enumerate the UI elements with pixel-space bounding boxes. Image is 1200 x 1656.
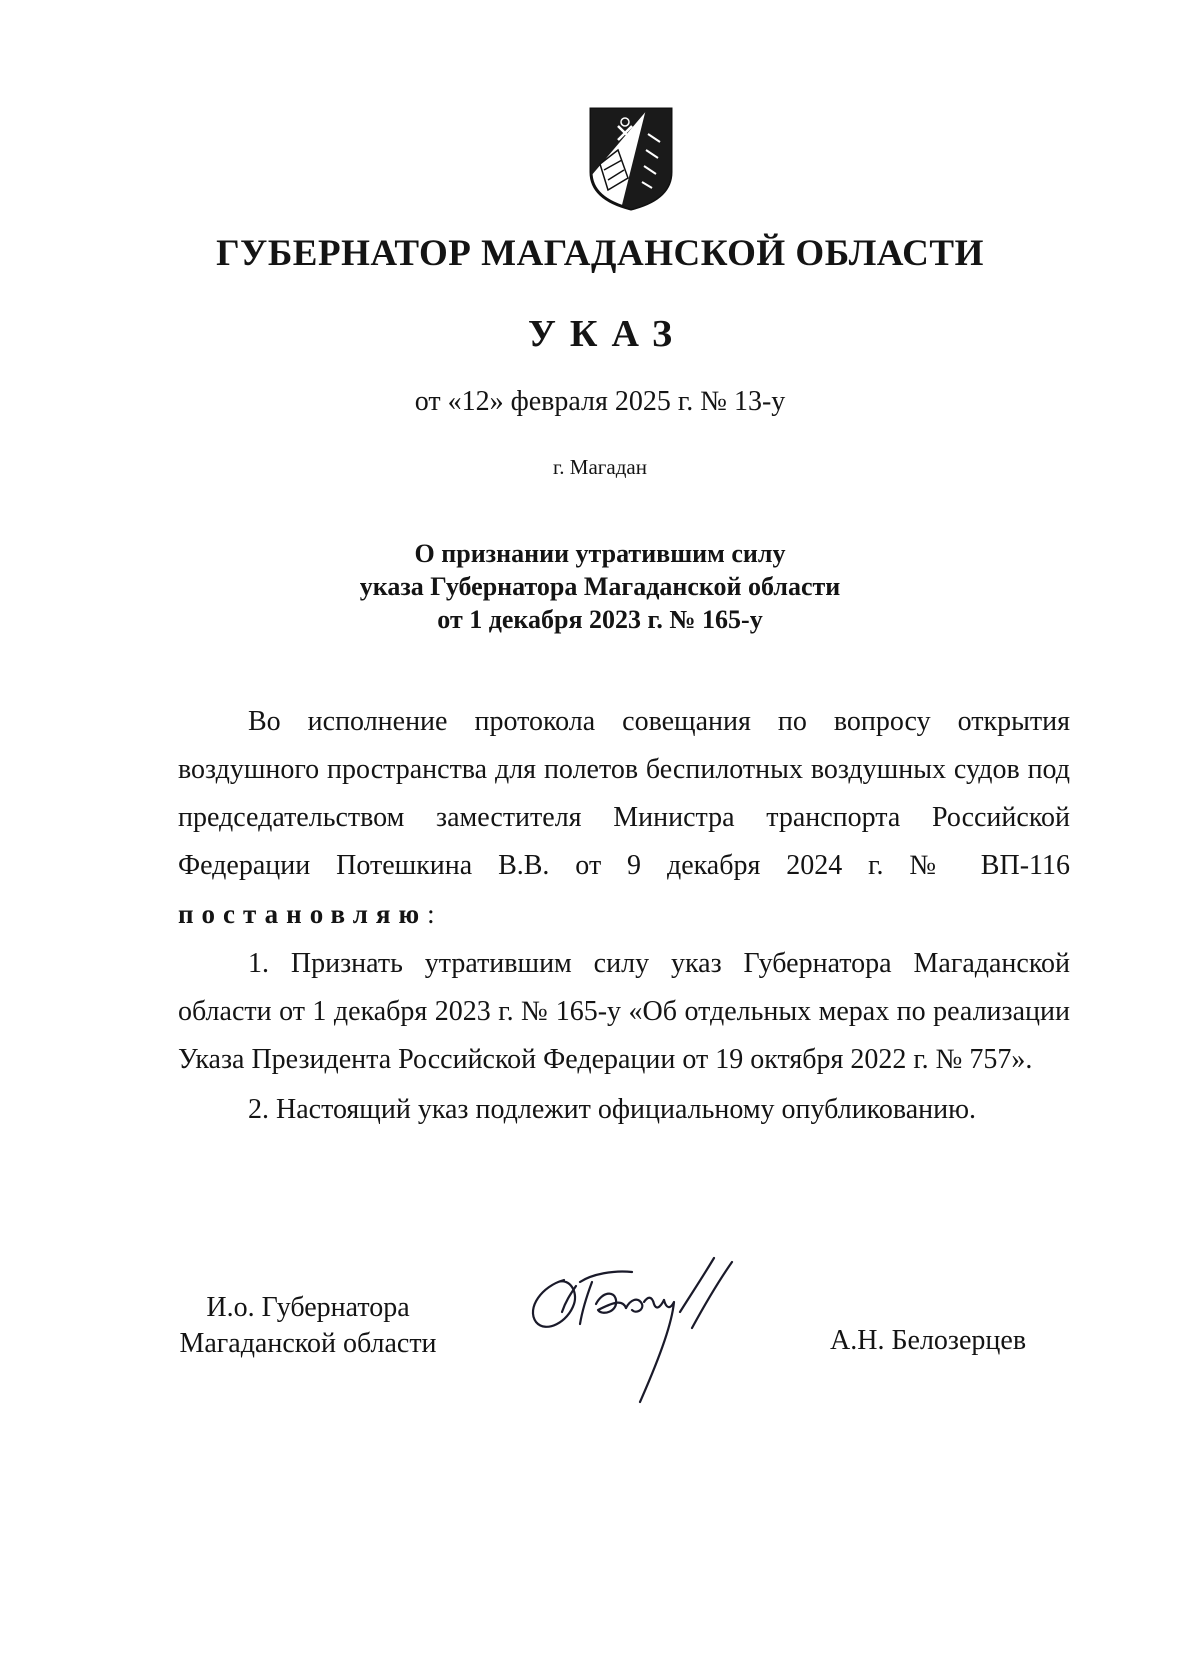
signatory-name: А.Н. Белозерцев — [830, 1325, 1027, 1356]
document-title — [0, 537, 1200, 636]
document-date-number: от «12» февраля 2025 г. № 13-у — [414, 386, 786, 417]
title-line: от 1 декабря 2023 г. № 165-у — [437, 605, 763, 634]
signatory-position-line: И.о. Губернатора — [206, 1292, 410, 1323]
coat-of-arms-icon — [588, 106, 674, 212]
decree-item-1: 1. Признать утратившим силу указ Губернатора Магаданской области от 1 декабря 2023 г. № 165-у «Об отдельных мерах по реализации Указа Президента Российской Федерации от 19 октября 2022 г. № 757». — [178, 948, 1070, 1075]
title-line: О признании утратившим силу — [414, 539, 786, 568]
handwritten-signature — [522, 1252, 752, 1412]
title-line: указа Губернатора Магаданской области — [359, 572, 841, 601]
signatory-position — [178, 1290, 438, 1362]
preamble-paragraph: Во исполнение протокола совещания по вопросу открытия воздушного пространства для полетов беспилотных воздушных судов под председательством заместителя Министра транспорта Российской Федерации Потешкина В.В. от 9 декабря 2024 г. № ВП-116 — [178, 706, 1070, 881]
document-type: УКАЗ — [528, 313, 686, 355]
decree-colon: : — [427, 899, 435, 929]
decree-word — [178, 890, 1070, 938]
signatory-position-line: Магаданской области — [179, 1328, 437, 1359]
issuing-authority: ГУБЕРНАТОР МАГАДАНСКОЙ ОБЛАСТИ — [216, 233, 984, 274]
decree-item-2: 2. Настоящий указ подлежит официальному опубликованию. — [248, 1094, 977, 1125]
document-place: г. Магадан — [553, 455, 647, 479]
decree-word-text: постановляю — [178, 899, 428, 929]
